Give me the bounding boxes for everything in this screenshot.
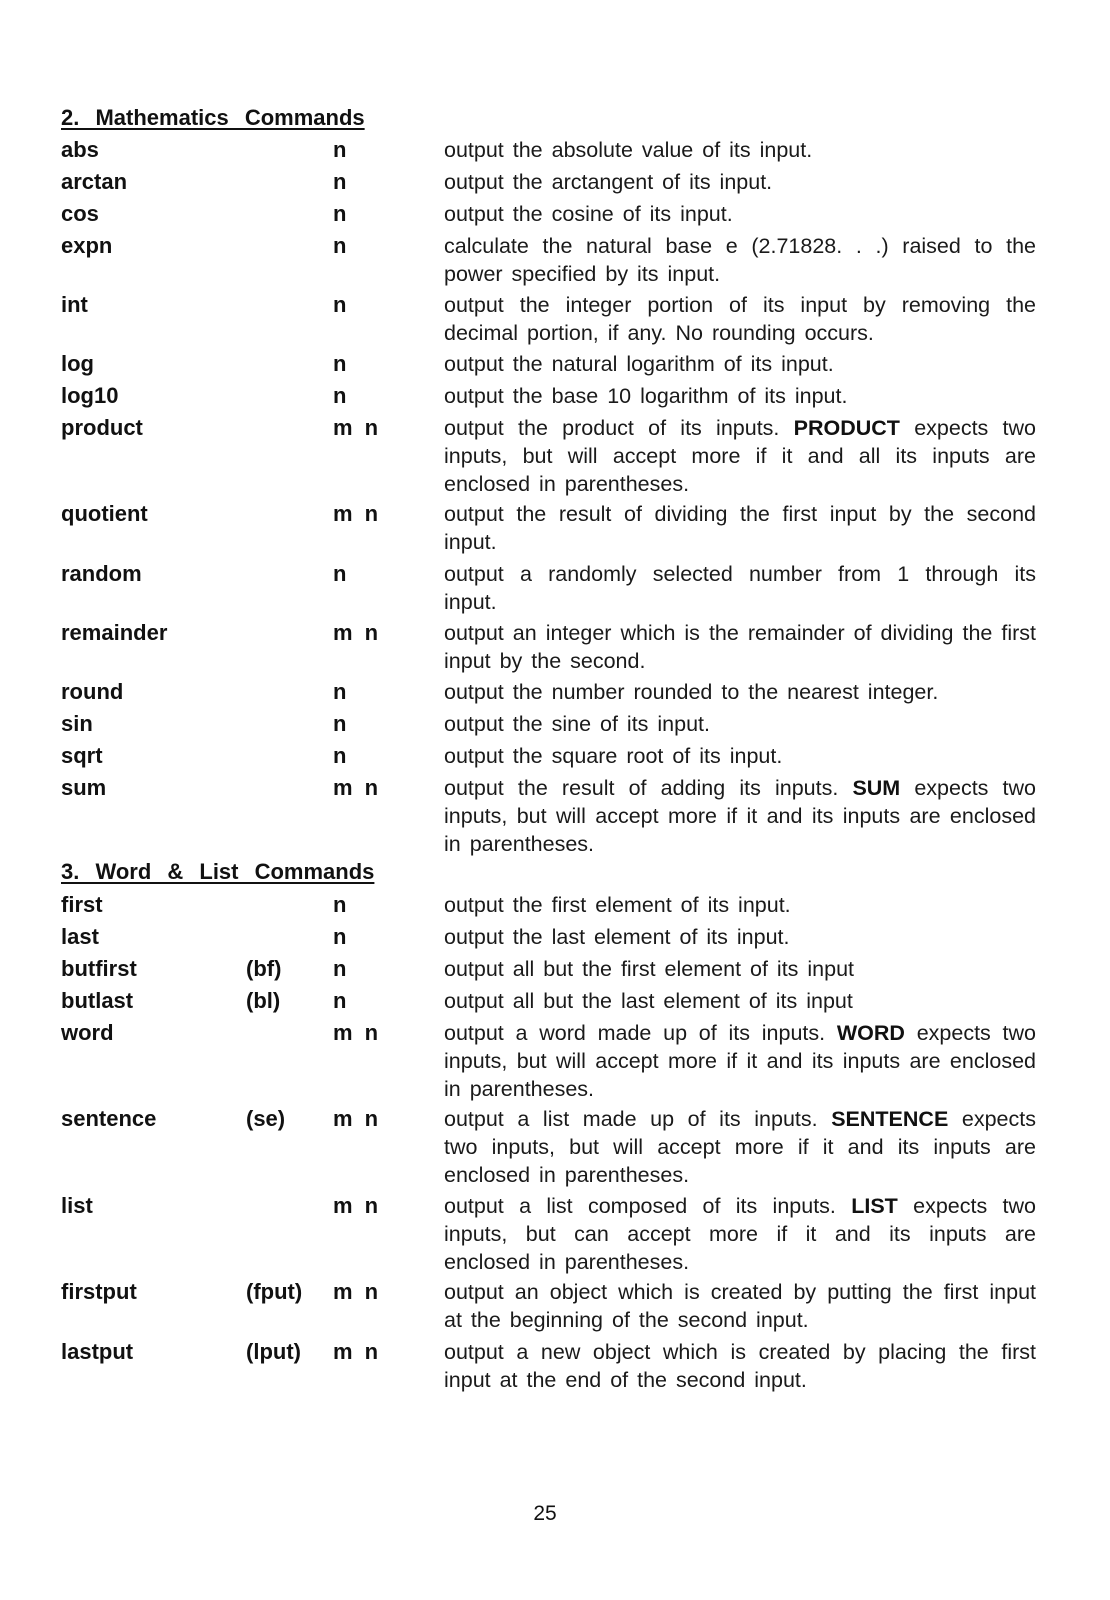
command-inputs: n — [333, 561, 347, 586]
command-name: abs — [61, 137, 99, 162]
command-description — [444, 891, 1036, 919]
command-name: log10 — [61, 383, 119, 408]
command-description — [444, 200, 1036, 228]
command-description — [444, 350, 1036, 378]
command-description — [444, 774, 1036, 858]
description-text: expects two inputs, but will accept more if it and its inputs are enclosed in parentheses. — [444, 776, 1037, 856]
command-name: butlast — [61, 988, 134, 1013]
command-name: lastput — [61, 1339, 134, 1364]
command-description — [444, 168, 1036, 196]
command-inputs: m n — [333, 1193, 379, 1218]
description-text: output the integer portion of its input by removing the decimal portion, if any. No rounding occurs. — [444, 293, 1036, 345]
page-number: 25 — [533, 1502, 557, 1525]
command-description — [444, 987, 1036, 1015]
command-keyword: LIST — [851, 1194, 898, 1218]
command-inputs: n — [333, 169, 347, 194]
command-name: int — [61, 292, 88, 317]
command-name: list — [61, 1193, 93, 1218]
command-name: expn — [61, 233, 113, 258]
command-name: word — [61, 1020, 114, 1045]
command-name: cos — [61, 201, 99, 226]
command-inputs: m n — [333, 775, 379, 800]
description-text: output the arctangent of its input. — [444, 170, 773, 194]
command-name: sum — [61, 775, 107, 800]
command-inputs: n — [333, 892, 347, 917]
description-text: output all but the first element of its input — [444, 957, 855, 981]
command-description — [444, 923, 1036, 951]
command-abbreviation: (lput) — [246, 1339, 301, 1364]
command-name: remainder — [61, 620, 168, 645]
command-keyword: SENTENCE — [831, 1107, 949, 1131]
command-name: random — [61, 561, 142, 586]
description-text: output the sine of its input. — [444, 712, 710, 736]
description-text: output a word made up of its inputs. — [444, 1021, 837, 1045]
command-description — [444, 1338, 1036, 1394]
command-name: last — [61, 924, 99, 949]
description-text: output a randomly selected number from 1 through its input. — [444, 562, 1036, 614]
command-inputs: m n — [333, 1020, 379, 1045]
command-name: sqrt — [61, 743, 103, 768]
command-name: sentence — [61, 1106, 157, 1131]
command-inputs: m n — [333, 1106, 379, 1131]
command-name: quotient — [61, 501, 148, 526]
command-description — [444, 678, 1036, 706]
command-name: arctan — [61, 169, 128, 194]
command-name: product — [61, 415, 143, 440]
command-description — [444, 619, 1036, 675]
description-text: calculate the natural base e (2.71828. . .) raised to the power specified by its input. — [444, 234, 1036, 286]
command-name: sin — [61, 711, 93, 736]
command-inputs: n — [333, 383, 347, 408]
command-inputs: n — [333, 743, 347, 768]
command-inputs: n — [333, 201, 347, 226]
command-inputs: n — [333, 351, 347, 376]
command-description — [444, 136, 1036, 164]
command-description — [444, 1192, 1036, 1276]
command-inputs: n — [333, 956, 347, 981]
command-description — [444, 1019, 1036, 1103]
command-description — [444, 560, 1036, 616]
command-inputs: m n — [333, 1339, 379, 1364]
command-inputs: m n — [333, 620, 379, 645]
command-description — [444, 232, 1036, 288]
description-text: output a new object which is created by placing the first input at the end of the second input. — [444, 1340, 1036, 1392]
command-description — [444, 955, 1036, 983]
description-text: expects two inputs, but will accept more if it and all its inputs are enclosed in parentheses. — [444, 416, 1036, 496]
command-inputs: m n — [333, 415, 379, 440]
description-text: output an integer which is the remainder of dividing the first input by the second. — [444, 621, 1036, 673]
description-text: output a list made up of its inputs. — [444, 1107, 832, 1131]
description-text: output the natural logarithm of its input. — [444, 352, 834, 376]
command-inputs: n — [333, 679, 347, 704]
command-inputs: m n — [333, 1279, 379, 1304]
description-text: output an object which is created by putting the first input at the beginning of the second input. — [444, 1280, 1036, 1332]
command-description — [444, 414, 1036, 498]
description-text: output all but the last element of its input — [444, 989, 853, 1013]
description-text: output the square root of its input. — [444, 744, 783, 768]
command-inputs: n — [333, 292, 347, 317]
description-text: output the result of dividing the first input by the second input. — [444, 502, 1036, 554]
section-heading: 3. Word & List Commands — [61, 859, 375, 884]
command-name: butfirst — [61, 956, 137, 981]
description-text: output the product of its inputs. — [444, 416, 794, 440]
command-keyword: PRODUCT — [793, 416, 900, 440]
command-description — [444, 742, 1036, 770]
command-name: round — [61, 679, 124, 704]
command-keyword: WORD — [836, 1021, 905, 1045]
command-abbreviation: (bl) — [246, 988, 281, 1013]
description-text: expects two inputs, but will accept more if it and its inputs are enclosed in parentheses. — [444, 1021, 1037, 1101]
command-inputs: n — [333, 137, 347, 162]
description-text: output the absolute value of its input. — [444, 138, 813, 162]
description-text: expects two inputs, but can accept more if it and its inputs are enclosed in parentheses. — [444, 1194, 1037, 1274]
command-description — [444, 1105, 1036, 1189]
command-description — [444, 710, 1036, 738]
command-description — [444, 500, 1036, 556]
command-description — [444, 1278, 1036, 1334]
command-abbreviation: (se) — [246, 1106, 286, 1131]
command-inputs: n — [333, 711, 347, 736]
command-inputs: n — [333, 924, 347, 949]
description-text: output the first element of its input. — [444, 893, 791, 917]
description-text: output the number rounded to the nearest integer. — [444, 680, 939, 704]
command-name: firstput — [61, 1279, 137, 1304]
description-text: output the last element of its input. — [444, 925, 790, 949]
description-text: output the base 10 logarithm of its input. — [444, 384, 848, 408]
description-text: expects two inputs, but will accept more if it and its inputs are enclosed in parentheses. — [444, 1107, 1036, 1187]
command-name: log — [61, 351, 94, 376]
command-abbreviation: (bf) — [246, 956, 282, 981]
command-inputs: n — [333, 988, 347, 1013]
command-description — [444, 291, 1036, 347]
command-keyword: SUM — [852, 776, 901, 800]
description-text: output a list composed of its inputs. — [444, 1194, 852, 1218]
description-text: output the result of adding its inputs. — [444, 776, 853, 800]
section-heading: 2. Mathematics Commands — [61, 105, 365, 130]
command-inputs: m n — [333, 501, 379, 526]
command-description — [444, 382, 1036, 410]
command-name: first — [61, 892, 103, 917]
command-inputs: n — [333, 233, 347, 258]
description-text: output the cosine of its input. — [444, 202, 733, 226]
command-abbreviation: (fput) — [246, 1279, 303, 1304]
